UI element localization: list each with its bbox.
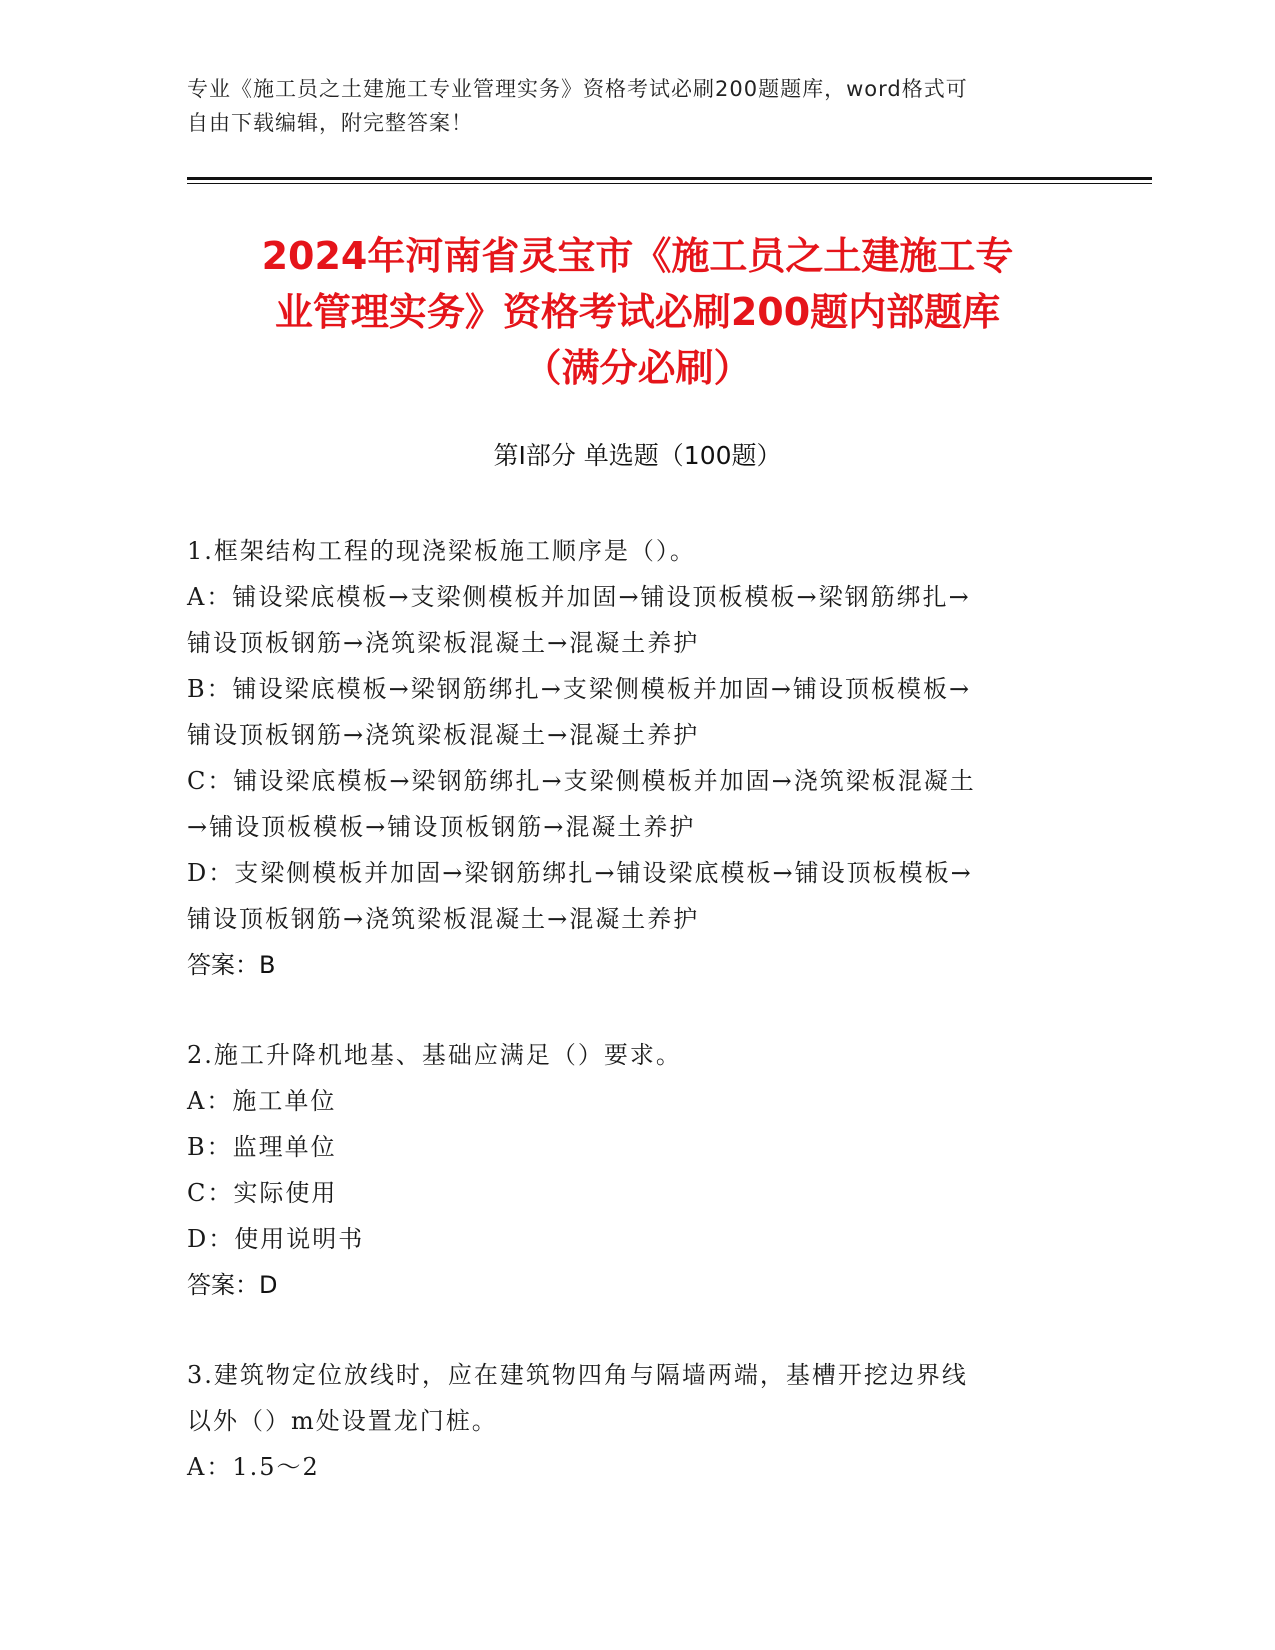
intro-line-1: 专业《施工员之土建施工专业管理实务》资格考试必刷200题题库，word格式可 bbox=[187, 77, 968, 101]
header-divider-thick bbox=[187, 177, 1152, 180]
question-2-answer: 答案：D bbox=[187, 1271, 278, 1299]
title-line-3: （满分必刷） bbox=[523, 346, 752, 390]
question-1-answer: 答案：B bbox=[187, 951, 276, 979]
question-1-option-a-cont: 铺设顶板钢筋→浇筑梁板混凝土→混凝土养护 bbox=[187, 629, 700, 657]
question-3 bbox=[187, 1352, 1092, 1490]
question-1-option-b: B：铺设梁底模板→梁钢筋绑扎→支梁侧模板并加固→铺设顶板模板→ bbox=[187, 675, 972, 703]
document-intro bbox=[187, 72, 1087, 140]
question-3-stem-cont: 以外（）m处设置龙门桩。 bbox=[187, 1407, 498, 1435]
intro-line-2: 自由下载编辑，附完整答案！ bbox=[187, 111, 473, 135]
question-list bbox=[187, 528, 1092, 1534]
question-3-option-a: A：1.5～2 bbox=[187, 1453, 320, 1481]
question-2 bbox=[187, 1032, 1092, 1308]
question-3-stem: 3.建筑物定位放线时，应在建筑物四角与隔墙两端，基槽开挖边界线 bbox=[187, 1361, 968, 1389]
question-1 bbox=[187, 528, 1092, 988]
question-1-option-b-cont: 铺设顶板钢筋→浇筑梁板混凝土→混凝土养护 bbox=[187, 721, 700, 749]
document-title bbox=[150, 228, 1125, 396]
question-1-option-d-cont: 铺设顶板钢筋→浇筑梁板混凝土→混凝土养护 bbox=[187, 905, 700, 933]
question-1-option-a: A：铺设梁底模板→支梁侧模板并加固→铺设顶板模板→梁钢筋绑扎→ bbox=[187, 583, 971, 611]
question-2-option-a: A：施工单位 bbox=[187, 1087, 337, 1115]
question-1-option-d: D：支梁侧模板并加固→梁钢筋绑扎→铺设梁底模板→铺设顶板模板→ bbox=[187, 859, 973, 887]
title-line-1: 2024年河南省灵宝市《施工员之土建施工专 bbox=[261, 234, 1014, 278]
question-1-option-c: C：铺设梁底模板→梁钢筋绑扎→支梁侧模板并加固→浇筑梁板混凝土 bbox=[187, 767, 976, 795]
question-2-option-b: B：监理单位 bbox=[187, 1133, 337, 1161]
title-line-2: 业管理实务》资格考试必刷200题内部题库 bbox=[274, 290, 1001, 334]
header-divider-thin bbox=[187, 183, 1152, 184]
question-2-option-d: D：使用说明书 bbox=[187, 1225, 365, 1253]
section-heading: 第Ⅰ部分 单选题（100题） bbox=[493, 441, 782, 470]
question-2-option-c: C：实际使用 bbox=[187, 1179, 338, 1207]
question-2-stem: 2.施工升降机地基、基础应满足（）要求。 bbox=[187, 1041, 682, 1069]
question-1-option-c-cont: →铺设顶板模板→铺设顶板钢筋→混凝土养护 bbox=[187, 813, 696, 841]
question-1-stem: 1.框架结构工程的现浇梁板施工顺序是（）。 bbox=[187, 537, 696, 565]
